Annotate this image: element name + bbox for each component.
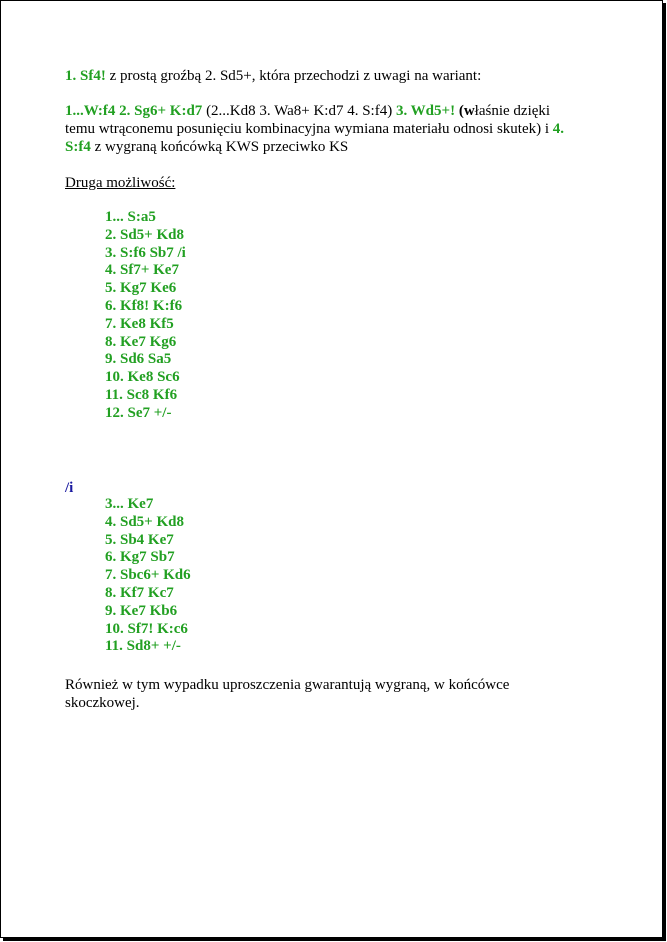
variant-line-2 xyxy=(65,120,564,138)
move-item: 4. Sd5+ Kd8 xyxy=(105,513,184,530)
move-item: 3. S:f6 Sb7 /i xyxy=(105,244,186,261)
move-item: 9. Ke7 Kb6 xyxy=(105,602,178,619)
comment-bold-w: w xyxy=(463,103,475,119)
move-item: 8. Kf7 Kc7 xyxy=(105,584,174,601)
move-item: 8. Ke7 Kg6 xyxy=(105,333,177,350)
comment-text-2: temu wtrąconemu posunięciu kombinacyjna wymiana materiału odnosi skutek) i xyxy=(65,121,553,137)
variant-move-4b: S:f4 xyxy=(65,139,91,155)
move-item: 1... S:a5 xyxy=(105,209,156,225)
move-item: 3... Ke7 xyxy=(105,496,154,512)
move-list-note xyxy=(105,496,191,656)
move-item: 7. Sbc6+ Kd6 xyxy=(105,567,191,584)
move-item: 11. Sc8 Kf6 xyxy=(105,386,178,403)
variant-move-4: 4. xyxy=(552,121,565,137)
intro-paragraph xyxy=(65,67,481,85)
move-item: 6. Kf8! K:f6 xyxy=(105,297,183,314)
variant-moves: 1...W:f4 2. Sg6+ K:d7 xyxy=(65,103,203,119)
move-list-main xyxy=(105,209,186,423)
move-item: 9. Sd6 Sa5 xyxy=(105,351,172,368)
final-paragraph-line-2: skoczkowej. xyxy=(65,695,140,711)
move-item: 11. Sd8+ +/- xyxy=(105,638,181,655)
intro-text: z prostą groźbą 2. Sd5+, która przechodzi z uwagi na wariant: xyxy=(105,68,482,84)
move-item: 6. Kg7 Sb7 xyxy=(105,549,175,566)
move-item: 7. Ke8 Kf5 xyxy=(105,315,174,332)
move-item: 10. Ke8 Sc6 xyxy=(105,369,180,386)
variant-line-3 xyxy=(65,138,348,156)
variant-line-1 xyxy=(65,102,550,120)
move-item: 10. Sf7! K:c6 xyxy=(105,620,188,637)
section-heading: Druga możliwość: xyxy=(65,175,176,191)
move-item: 5. Sb4 Ke7 xyxy=(105,531,174,548)
final-paragraph-line-1: Również w tym wypadku uproszczenia gwarantują wygraną, w końcówce xyxy=(65,677,510,693)
note-label: /i xyxy=(65,480,74,496)
main-move: 1. Sf4! xyxy=(65,68,106,84)
comment-text: łaśnie dzięki xyxy=(474,103,551,119)
move-item: 12. Se7 +/- xyxy=(105,404,172,421)
variant-move-3: 3. Wd5+! xyxy=(395,103,456,119)
move-item: 4. Sf7+ Ke7 xyxy=(105,262,179,279)
variant-alt: (2...Kd8 3. Wa8+ K:d7 4. S:f4) xyxy=(202,103,396,119)
move-item: 2. Sd5+ Kd8 xyxy=(105,226,184,243)
comment-open: ( xyxy=(455,103,464,119)
variant-conclusion: z wygraną końcówką KWS przeciwko KS xyxy=(90,139,349,155)
move-item: 5. Kg7 Ke6 xyxy=(105,280,177,297)
